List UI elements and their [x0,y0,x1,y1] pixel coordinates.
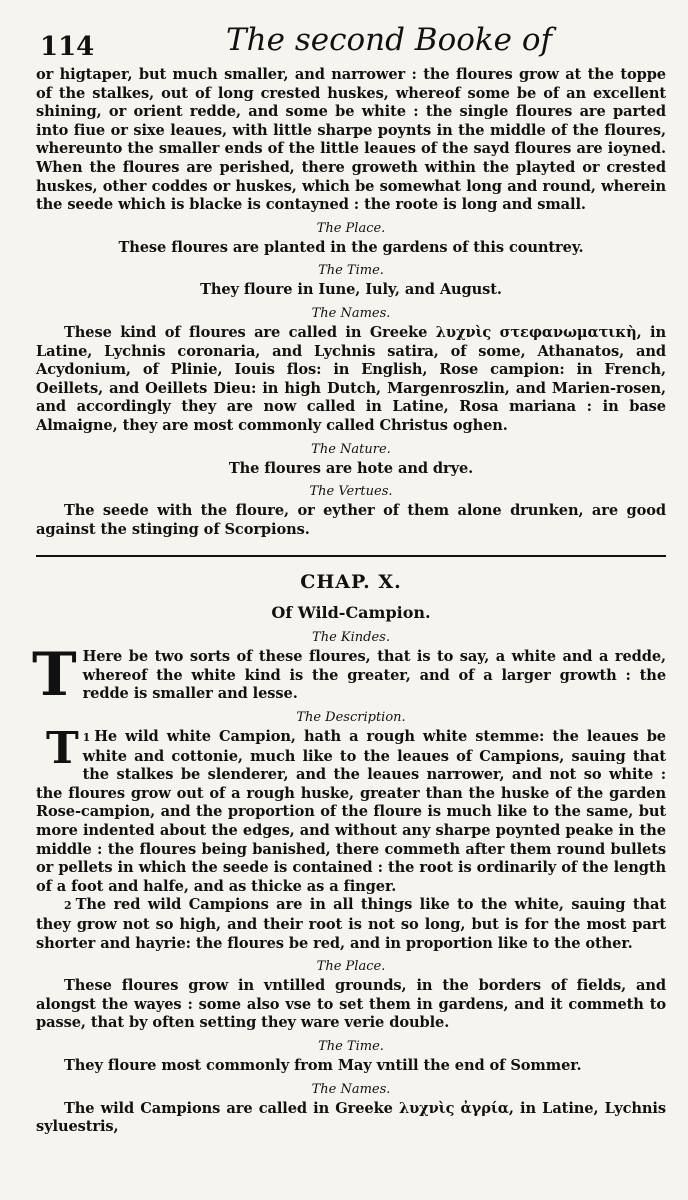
kindes-paragraph [32,640,666,711]
description-2-text: The red wild Campions are in all things like to the white, sauing that they grow not so high, and their root is not so long, but is for the most part shorter and hayrie: the floures be red, and in proportion like to the other. [36,896,666,952]
names-heading: The Names. [311,305,391,321]
place-text: These floures are planted in the gardens of this countrey. [118,238,584,256]
description-2-number: 2 [64,899,72,913]
time-heading: The Time. [318,263,384,279]
description-1-text: He wild white Campion, hath a rough white stemme: the leaues be white and cottonie, much like to the leaues of Campions, sauing that the stalkes be slenderer, and the leaues narrower, and not so white : the floures grow out of a rough huske, greater than the huske of the garden Rose-campion, and the proportion of the floure is much like to the same, but more indented about the edges, and without any sharpe poynted peake in the middle : the floures being banished, there commeth after them round bullets or pellets in which the seede is contained : the root is ordinarily of the length of a foot and halfe, and as thicke as a finger. [36,728,666,895]
chapter-divider [36,555,666,557]
kindes-drop-initial: T [32,640,77,711]
wild-place-heading: The Place. [316,959,386,975]
description-heading: The Description. [296,710,406,726]
continued-description: or higtaper, but much smaller, and narrower : the floures grow at the toppe of the stalkes, out of long crested huskes, whereof some be of an excellent shining, or orient redde, and some be white : the single floures are parted into fiue or sixe leaues, with little sharpe poynts in the middle of the floures, whereunto the smaller ends of the little leaues of the sayd floures are ioyned. When the floures are perished, there groweth within the playted or crested huskes, other coddes or huskes, which be somewhat long and round, wherein the seede which is blacke is contayned : the roote is long and small. [36,66,666,214]
wild-time-text: They floure most commonly from May vntill the end of Sommer. [64,1056,582,1074]
page-number: 114 [40,32,95,62]
names-text: These kind of floures are called in Greeke λυχνὶς στεφανωματικὴ, in Latine, Lychnis coronaria, and Lychnis satira, of some, Athanatos, and Acydonium, of Plinie, Iouis flos: in English, Rose campion: in French, Oeillets, and Oeillets Dieu: in high Dutch, Margenroszlin, and Marien-rosen, and accordingly they are now called in Latine, Rosa mariana : in base Almaigne, they are most commonly called Christus oghen. [36,323,666,434]
description-1 [36,723,666,896]
nature-heading: The Nature. [311,441,391,457]
running-title: The second Booke of [226,22,553,58]
wild-names-text: The wild Campions are called in Greeke λυχνὶς ἀγρία, in Latine, Lychnis syluestris, [36,1099,666,1136]
kindes-text: Here be two sorts of these floures, that is to say, a white and a redde, whereof the white kind is the greater, and of a larger growth : the redde is smaller and lesse. [82,648,666,703]
description-1-number: 1 [82,731,91,745]
page-header [36,18,666,66]
place-heading: The Place. [316,220,386,236]
nature-text: The floures are hote and drye. [228,459,474,477]
wild-time-heading: The Time. [318,1038,384,1054]
description-2 [36,896,666,953]
wild-place-text: These floures grow in vntilled grounds, in the borders of fields, and alongst the wayes : some also vse to set them in gardens, and it commeth to passe, that by often setting they ware verie double. [36,977,666,1032]
vertues-heading: The Vertues. [309,484,393,500]
kindes-heading: The Kindes. [312,630,390,646]
vertues-text: The seede with the floure, or eyther of them alone drunken, are good against the stinging of Scorpions. [36,502,666,538]
chapter-title: Of Wild-Campion. [271,603,431,623]
time-text: They floure in Iune, Iuly, and August. [200,281,502,299]
wild-names-heading: The Names. [311,1081,391,1097]
chapter-label: CHAP. X. [300,571,402,594]
description-1-drop-initial: T [46,723,79,775]
